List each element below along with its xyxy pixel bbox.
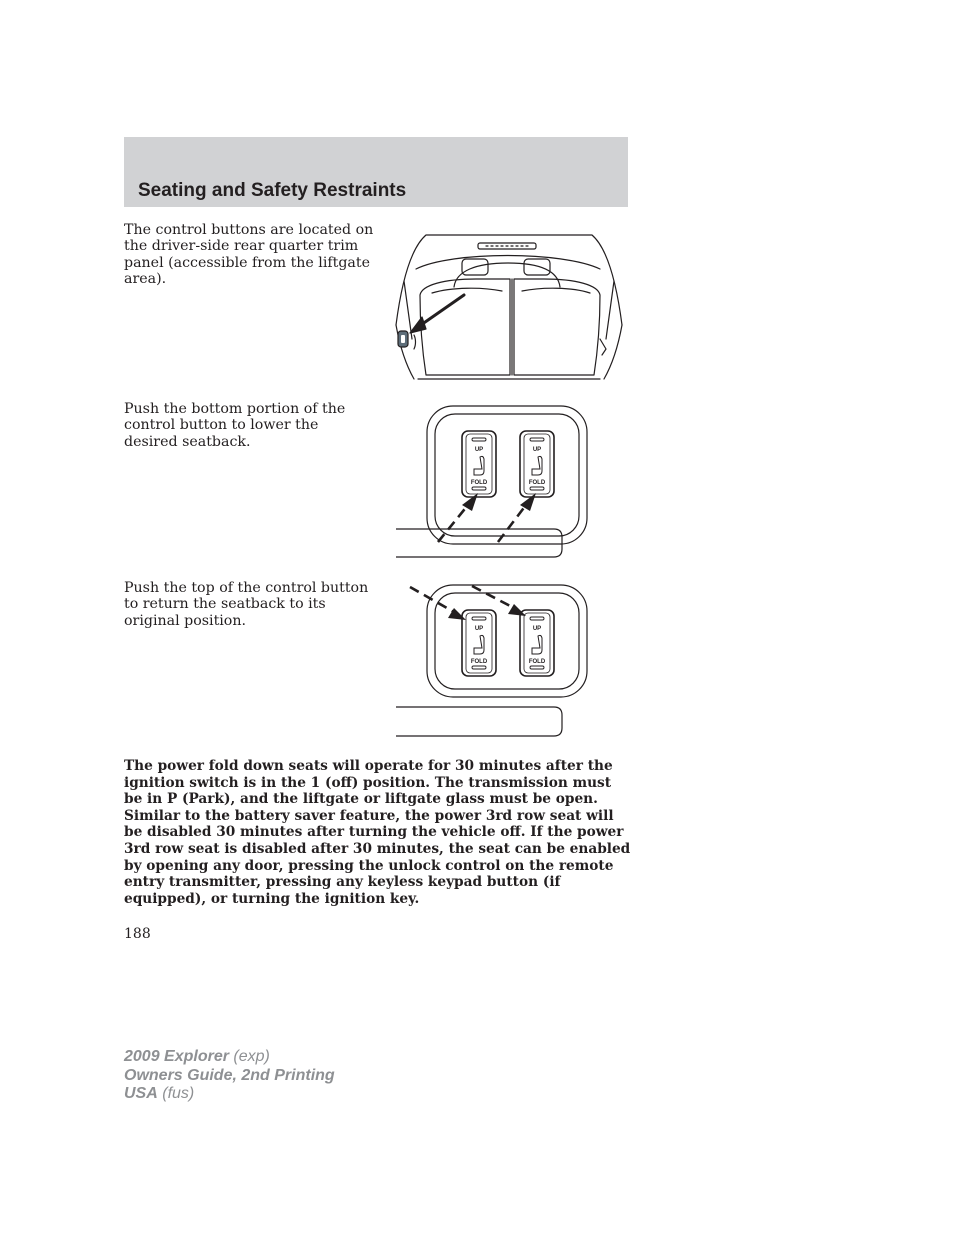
document-footer — [124, 1048, 335, 1104]
section-header — [124, 137, 628, 207]
left-seat-control-button[interactable] — [462, 610, 496, 676]
cargo-area-illustration — [392, 229, 624, 381]
left-seat-control-button[interactable] — [462, 431, 496, 497]
up-label: UP — [474, 447, 484, 453]
instruction-text-location: The control buttons are located on the driver-side rear quarter trim panel (accessible from the liftgate area). — [124, 222, 374, 288]
right-seat-control-button[interactable] — [520, 431, 554, 497]
instruction-text-raise: Push the top of the control button to return the seatback to its original position. — [124, 580, 369, 629]
fold-label: FOLD — [470, 480, 488, 486]
section-title: Seating and Safety Restraints — [138, 180, 407, 201]
operating-conditions-note: The power fold down seats will operate for 30 minutes after the ignition switch is in the 1 (off) position. The transmission must be in P (Park), and the liftgate or liftgate glass must be open. Similar to the battery saver feature, the power 3rd row seat will be disabled 30 minutes after turning the vehicle off. If the power 3rd row seat is disabled after 30 minutes, the seat can be enabled by opening any door, pressing the unlock control on the remote entry transmitter, pressing any keyless keypad button (if equipped), or turning the ignition key. — [124, 758, 631, 907]
footer-line-market: USA (fus) — [124, 1085, 195, 1102]
right-seat-control-button[interactable] — [520, 610, 554, 676]
up-button-diagram — [394, 580, 594, 740]
page-number: 188 — [124, 926, 151, 942]
up-label: UP — [532, 447, 542, 453]
footer-line-printing: Owners Guide, 2nd Printing — [124, 1066, 335, 1084]
push-down-arrows — [438, 493, 536, 542]
instruction-text-lower: Push the bottom portion of the control button to lower the desired seatback. — [124, 401, 346, 450]
up-label: UP — [532, 626, 542, 632]
footer-line-model: 2009 Explorer (exp) — [124, 1048, 270, 1065]
up-label: UP — [474, 626, 484, 632]
fold-label: FOLD — [528, 659, 546, 665]
fold-button-diagram — [394, 405, 594, 560]
fold-label: FOLD — [528, 480, 546, 486]
fold-label: FOLD — [470, 659, 488, 665]
